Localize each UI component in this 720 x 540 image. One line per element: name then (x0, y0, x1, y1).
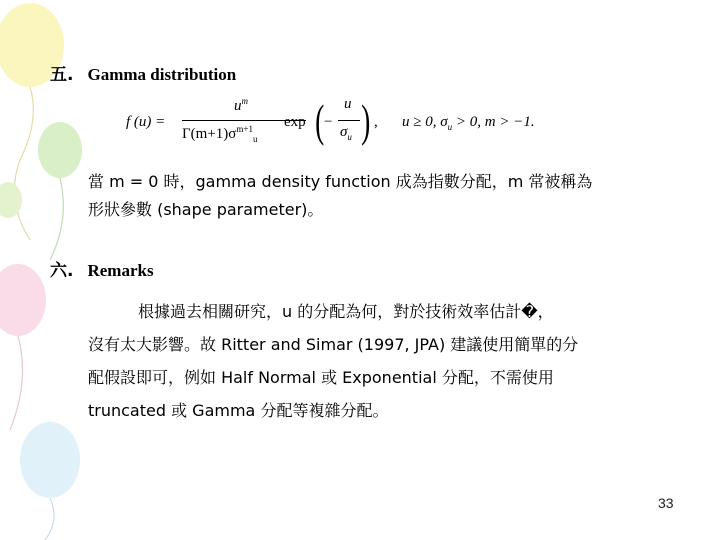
inner-fraction-bar (338, 120, 360, 121)
formula-conditions: u ≥ 0, $\sigma_u > 0$, m > −1. (402, 114, 535, 132)
section5-paragraph (88, 168, 592, 224)
section5-heading (50, 60, 236, 85)
remarks-line-1: 根據過去相關研究，u 的分配為何，對於技術效率估計�， (138, 302, 554, 321)
section5-number: 五. (50, 65, 74, 85)
section5-title: Gamma distribution (87, 65, 237, 84)
inner-denominator: $\sigma_u$ (340, 124, 352, 142)
remarks-line-4: truncated 或 Gamma 分配等複雜分配。 (88, 401, 389, 420)
section6-paragraph (88, 295, 578, 427)
page-number: 33 (658, 495, 674, 511)
formula-comma: , (374, 114, 378, 130)
section6-number: 六. (50, 261, 74, 281)
paren-left: ( (315, 95, 325, 146)
remarks-line-2: 沒有太大影響。故 Ritter and Simar (1997, JPA) 建議使用簡單的分 (88, 335, 579, 354)
formula-minus: − (324, 114, 333, 130)
inner-numerator: u (344, 96, 352, 112)
paren-right: ) (361, 95, 371, 146)
section6-title: Remarks (87, 261, 154, 280)
section6-heading (50, 256, 154, 281)
formula-numerator: $u^m$ (234, 96, 248, 114)
gamma-formula (126, 94, 596, 154)
section5-para-line1: 當 m = 0 時，gamma density function 成為指數分配，m 常被稱為 (88, 172, 593, 191)
formula-exp: exp (284, 114, 306, 130)
formula-lhs: f (u) = (126, 114, 166, 130)
section5-para-line2: 形狀參數 (shape parameter)。 (88, 200, 324, 219)
formula-denominator: $\Gamma(m+1)\sigma^{m+1}_u$ (182, 124, 258, 144)
remarks-line-3: 配假設即可，例如 Half Normal 或 Exponential 分配，不需使用 (88, 368, 554, 387)
